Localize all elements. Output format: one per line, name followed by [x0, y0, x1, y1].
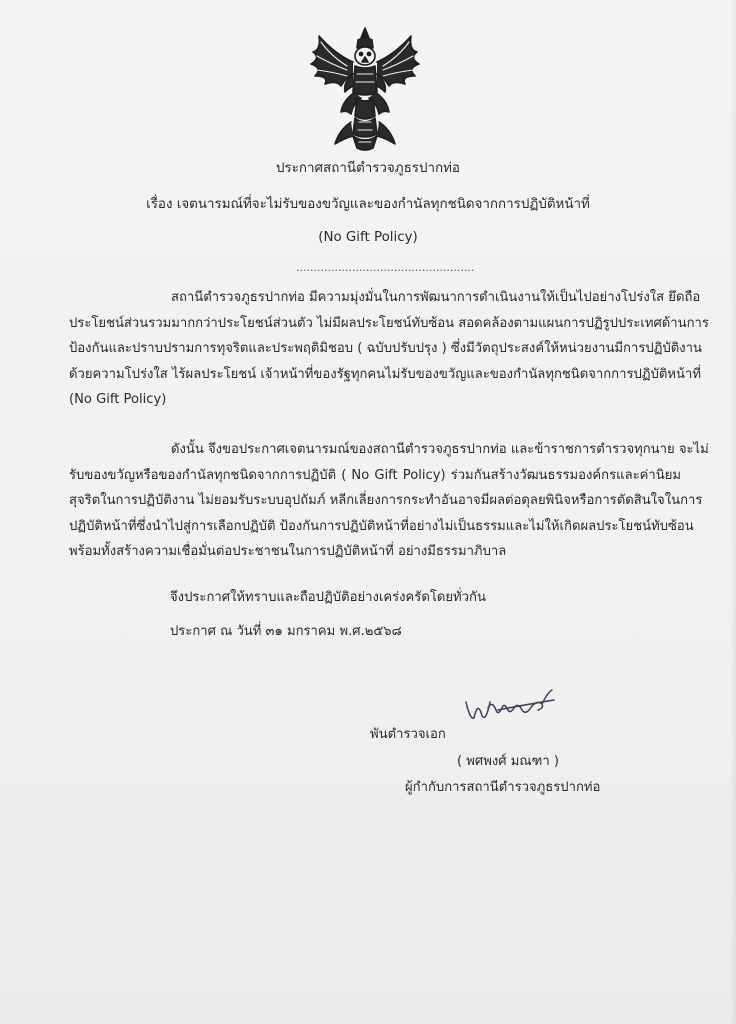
policy-name: (No Gift Policy) [318, 230, 418, 245]
announcement-subject: เรื่อง เจตนารมณ์ที่จะไม่รับของขวัญและของกำนัลทุกชนิดจากการปฏิบัติหน้าที่ [146, 197, 590, 212]
paragraph-line: ด้วยความโปร่งใส ไร้ผลประโยชน์ เจ้าหน้าที่ของรัฐทุกคนไม่รับของขวัญและของกำนัลทุกชนิดจากการปฏิบัติหน้าที่ [69, 366, 701, 382]
signer-name: ( พศพงศ์ มณฑา ) [457, 754, 559, 769]
paragraph-line: สถานีตำรวจภูธรปากท่อ มีความมุ่งมั่นในการพัฒนาการดำเนินงานให้เป็นไปอย่างโปร่งใส ยึดถือ [171, 290, 701, 305]
paragraph-line: ดังนั้น จึงขอประกาศเจตนารมณ์ของสถานีตำรวจภูธรปากท่อ และข้าราชการตำรวจทุกนาย จะไม่ [171, 442, 709, 457]
paragraph-line: ประโยชน์ส่วนรวมมากกว่าประโยชน์ส่วนตัว ไม่มีผลประโยชน์ทับซ้อน สอดคล้องตามแผนการปฏิรูปประเทศด้านการ [69, 315, 709, 331]
signer-rank: พันตำรวจเอก [370, 727, 446, 742]
signer-position: ผู้กำกับการสถานีตำรวจภูธรปากท่อ [405, 780, 601, 795]
closing-statement: จึงประกาศให้ทราบและถือปฏิบัติอย่างเคร่งครัดโดยทั่วกัน [170, 590, 486, 605]
announcement-date: ประกาศ ณ วันที่ ๓๑ มกราคม พ.ศ.๒๕๖๘ [170, 624, 402, 639]
paragraph-line: สุจริตในการปฏิบัติงาน ไม่ยอมรับระบบอุปถัมภ์ หลีกเลี่ยงการกระทำอันอาจมีผลต่อดุลยพินิจหรือการตัดสินใจในการ [69, 493, 703, 508]
paragraph-line: รับของขวัญหรือของกำนัลทุกชนิดจากการปฏิบัติ ( No Gift Policy) ร่วมกันสร้างวัฒนธรรมองค์กรและค่านิยม [69, 467, 681, 483]
handwritten-signature [458, 680, 568, 730]
paragraph-line: ป้องกันและปราบปรามการทุจริตและประพฤติมิชอบ ( ฉบับปรับปรุง ) ซึ่งมีวัตถุประสงค์ให้หน่วยงานมีการปฏิบัติงาน [69, 341, 702, 356]
announcement-heading: ประกาศสถานีตำรวจภูธรปากท่อ [276, 161, 460, 176]
paragraph-line: พร้อมทั้งสร้างความเชื่อมั่นต่อประชาชนในการปฏิบัติหน้าที่ อย่างมีธรรมาภิบาล [69, 544, 507, 559]
paragraph-line: (No Gift Policy) [69, 392, 167, 407]
separator-line: ................................................... [296, 261, 475, 274]
paragraph-intent [69, 285, 709, 413]
paragraph-line: ปฏิบัติหน้าที่ซึ่งนำไปสู่การเลือกปฏิบัติ ป้องกันการปฏิบัติหน้าที่อย่างไม่เป็นธรรมและไม่ให้เกิดผลประโยชน์ทับซ้อน [69, 518, 694, 534]
paragraph-declaration [69, 437, 709, 565]
garuda-emblem-icon [295, 26, 435, 152]
